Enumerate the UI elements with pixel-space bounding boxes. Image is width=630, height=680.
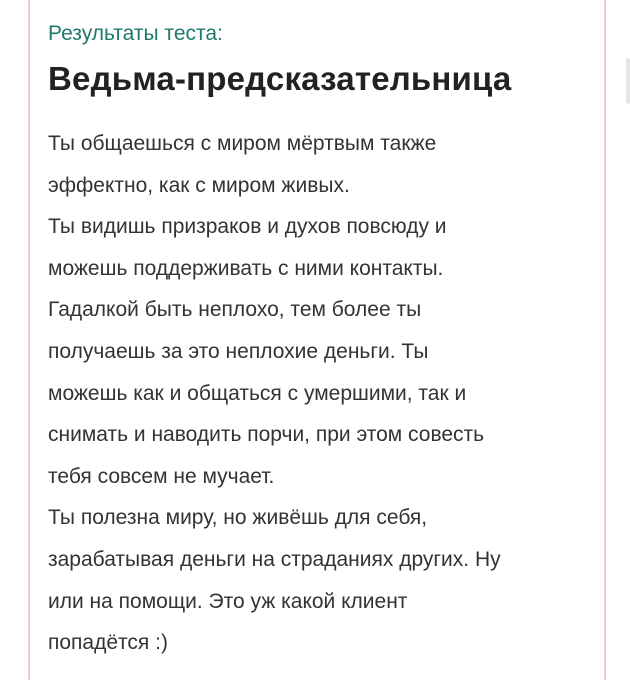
description-line: зарабатывая деньги на страданиях других. Ну <box>48 547 501 571</box>
description-line: получаешь за это неплохие деньги. Ты <box>48 339 429 363</box>
description-line: можешь как и общаться с умершими, так и <box>48 381 467 405</box>
description-line: Ты видишь призраков и духов повсюду и <box>48 215 447 239</box>
result-content <box>48 0 593 664</box>
description-line: Ты полезна миру, но живёшь для себя, <box>48 506 428 530</box>
description-line: Гадалкой быть неплохо, тем более ты <box>48 298 422 322</box>
description-line: снимать и наводить порчи, при этом совесть <box>48 423 485 447</box>
results-label: Результаты теста: <box>48 22 223 45</box>
result-card <box>28 0 606 680</box>
description-line: Ты общаешься с миром мёртвым также <box>48 132 437 155</box>
result-title: Ведьма-предсказательница <box>48 60 512 97</box>
description-line: можешь поддерживать с ними контакты. <box>48 256 444 280</box>
description-line: или на помощи. Это уж какой клиент <box>48 589 408 613</box>
result-description <box>48 123 593 664</box>
description-line: эффектно, как с миром живых. <box>48 173 350 197</box>
scrollbar-thumb[interactable] <box>626 58 630 104</box>
description-line: тебя совсем не мучает. <box>48 464 275 488</box>
description-line: попадётся :) <box>48 631 168 655</box>
